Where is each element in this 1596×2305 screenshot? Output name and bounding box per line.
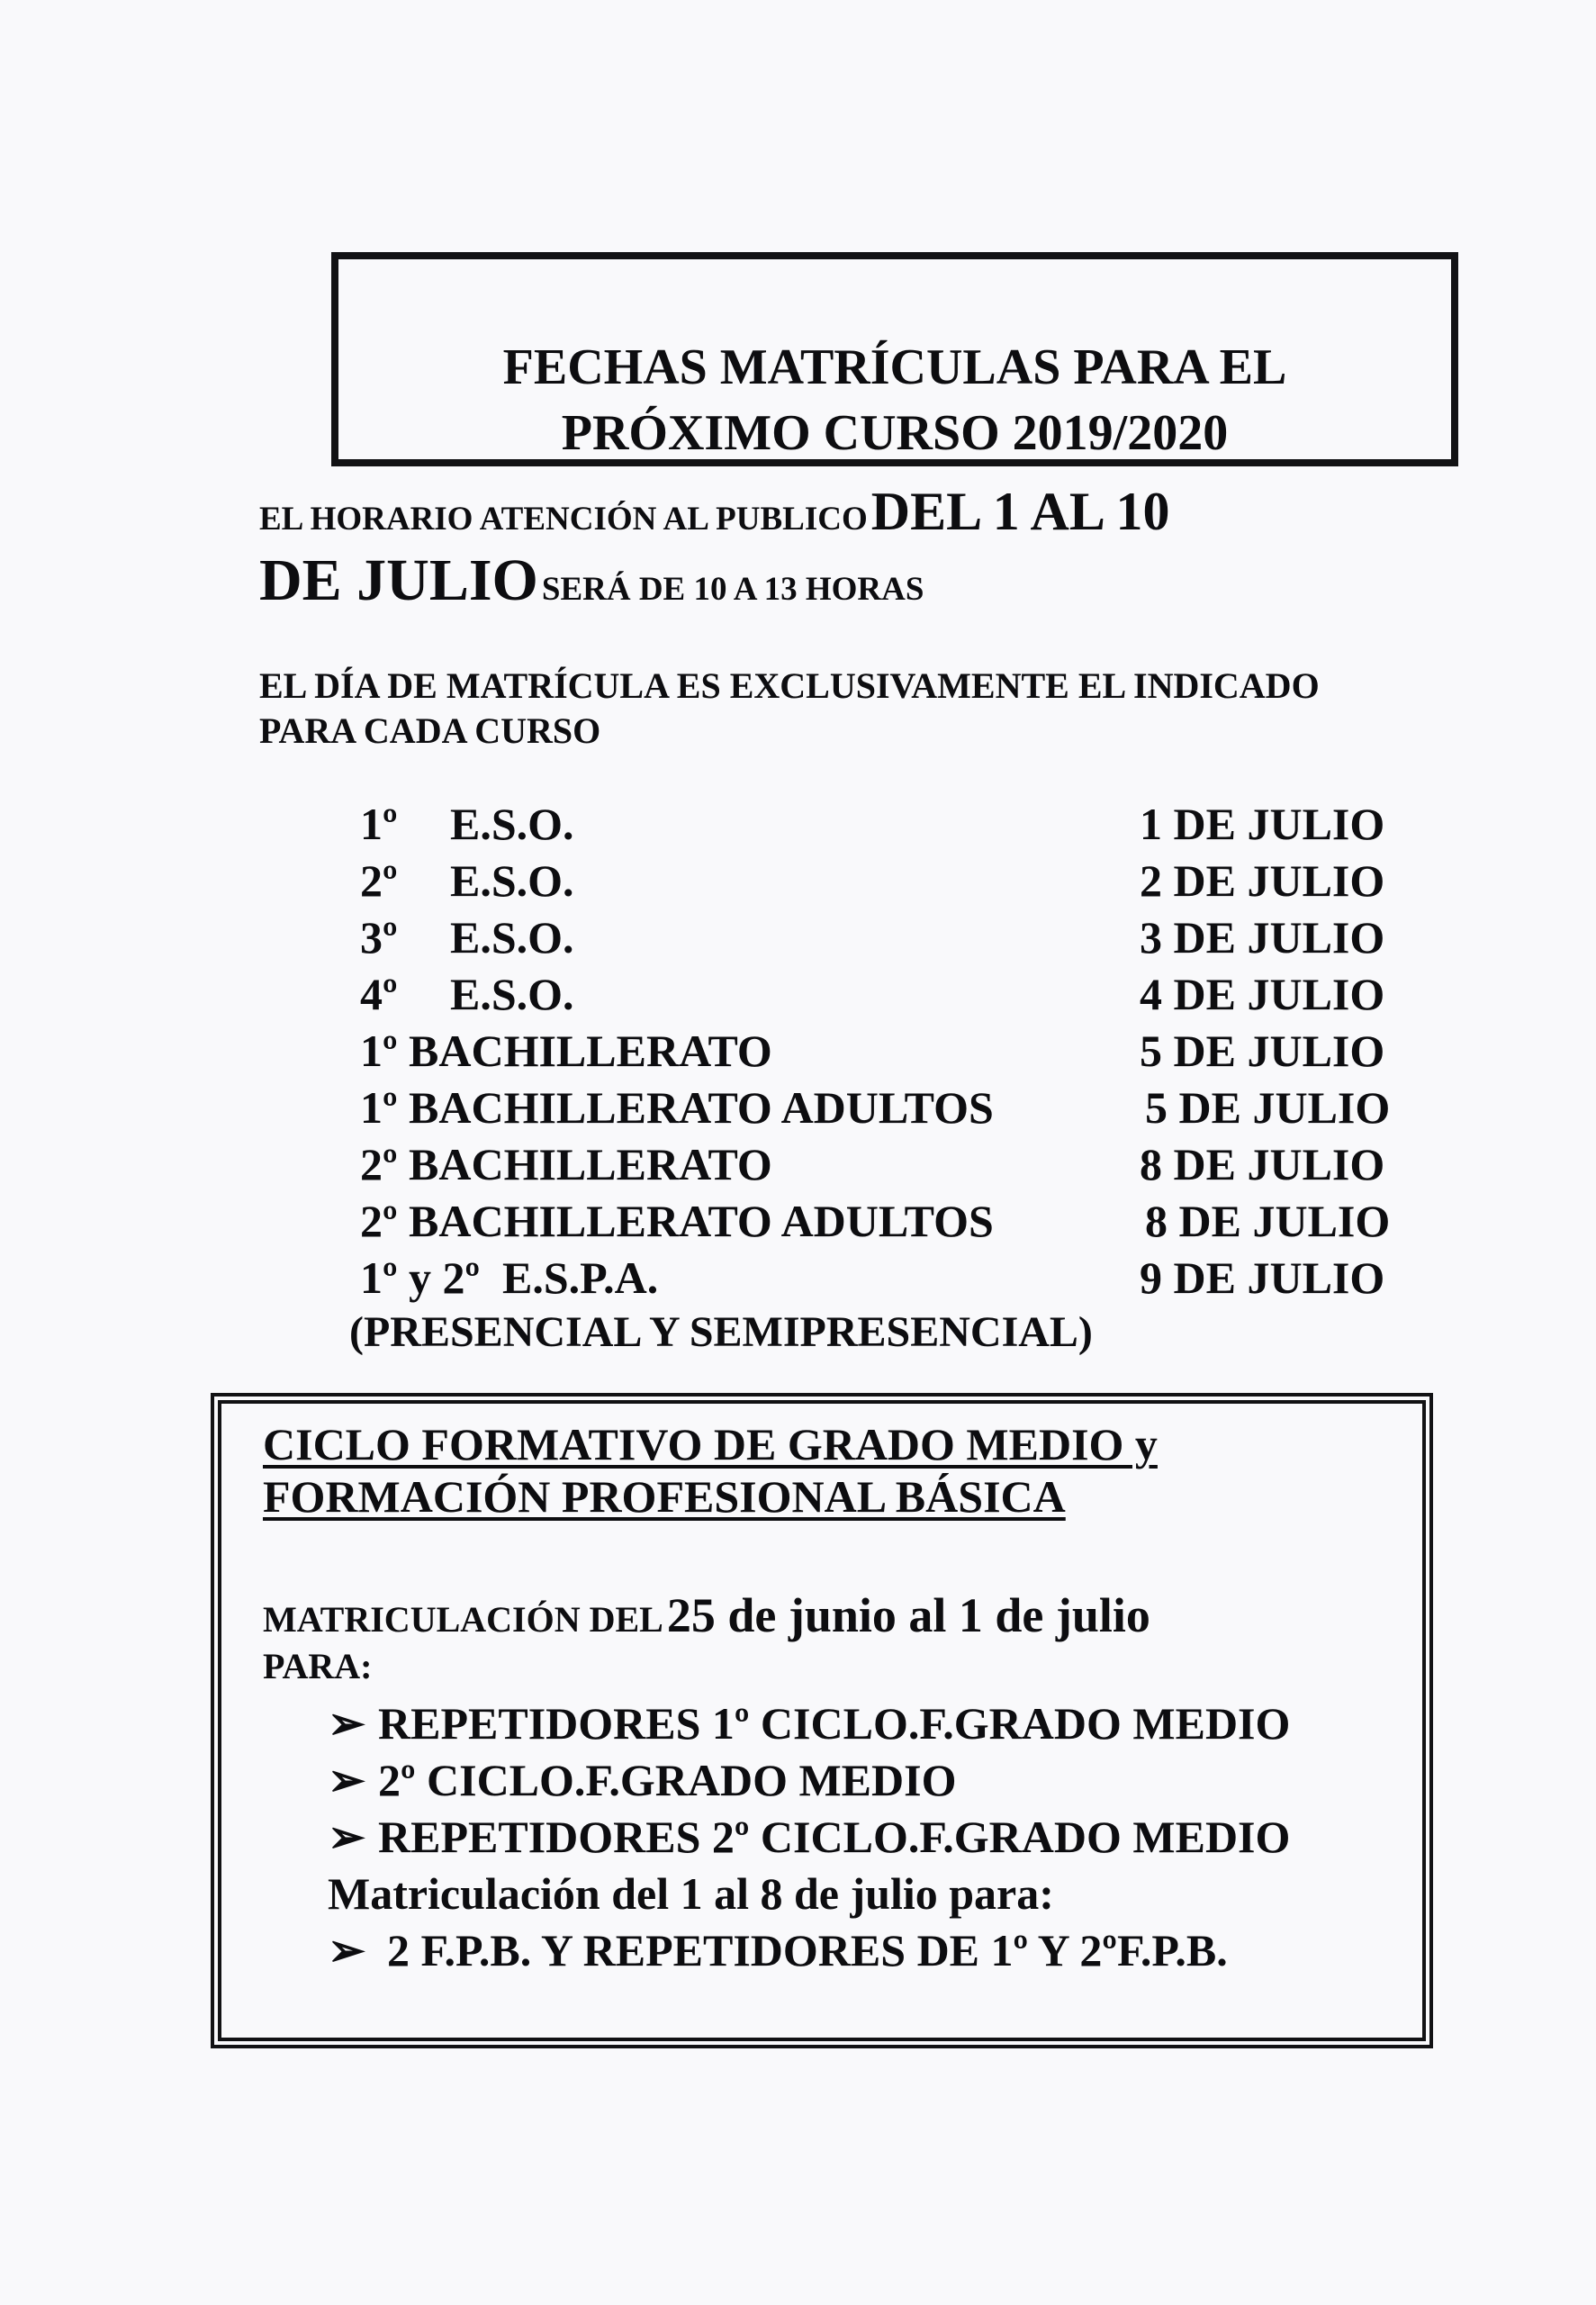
course-date-9: 9 DE JULIO <box>1140 1252 1385 1303</box>
course-name: E.S.P.A. <box>502 1252 659 1303</box>
bullet-item-3 <box>328 1812 1291 1862</box>
course-date-2: 2 DE JULIO <box>1140 855 1385 906</box>
course-name: E.S.O. <box>450 855 574 906</box>
course-name: E.S.O. <box>450 799 574 849</box>
ciclo-box <box>211 1393 1433 2048</box>
notice-line-1: EL DÍA DE MATRÍCULA ES EXCLUSIVAMENTE EL INDICADO <box>259 665 1320 706</box>
course-name: BACHILLERATO <box>409 1139 772 1189</box>
bullet-text: REPETIDORES 1º CICLO.F.GRADO MEDIO <box>378 1698 1291 1749</box>
course-row-7 <box>360 1139 772 1189</box>
notice-line-2: PARA CADA CURSO <box>259 710 601 751</box>
horario-suffix: SERÁ DE 10 A 13 HORAS <box>541 571 924 608</box>
course-name: E.S.O. <box>450 912 574 963</box>
espa-note: (PRESENCIAL Y SEMIPRESENCIAL) <box>349 1308 1093 1356</box>
bullet-item-2 <box>328 1755 957 1805</box>
course-row-9 <box>360 1252 659 1303</box>
course-ordinal: 2º <box>360 855 398 906</box>
title-line-1: FECHAS MATRÍCULAS PARA EL <box>502 339 1287 395</box>
course-ordinal: 4º <box>360 969 398 1019</box>
title-box <box>331 252 1458 466</box>
horario-line-1 <box>259 482 1170 541</box>
course-date-1: 1 DE JULIO <box>1140 799 1385 849</box>
course-row-2 <box>360 855 574 906</box>
bullet-text: 2º CICLO.F.GRADO MEDIO <box>378 1755 957 1805</box>
course-date-3: 3 DE JULIO <box>1140 912 1385 963</box>
bullet-text: 2 F.P.B. Y REPETIDORES DE 1º Y 2ºF.P.B. <box>387 1925 1228 1975</box>
course-row-4 <box>360 969 574 1019</box>
course-date-7: 8 DE JULIO <box>1140 1139 1385 1189</box>
title-line-2: PRÓXIMO CURSO 2019/2020 <box>561 405 1229 461</box>
course-ordinal: 1º <box>360 799 398 849</box>
bullet-text: REPETIDORES 2º CICLO.F.GRADO MEDIO <box>378 1812 1291 1862</box>
ciclo-heading-1: CICLO FORMATIVO DE GRADO MEDIO y <box>263 1419 1158 1469</box>
course-row-8 <box>360 1196 994 1246</box>
course-row-5 <box>360 1026 772 1076</box>
course-ordinal: 2º <box>360 1196 398 1246</box>
course-name: E.S.O. <box>450 969 574 1019</box>
course-name: BACHILLERATO ADULTOS <box>409 1196 994 1246</box>
horario-range-1: DEL 1 AL 10 <box>870 482 1170 541</box>
bullet-item-1 <box>328 1698 1291 1749</box>
horario-line-2 <box>259 547 924 613</box>
course-name: BACHILLERATO ADULTOS <box>409 1082 994 1133</box>
arrow-bullet-icon: ➢ <box>328 1698 365 1749</box>
course-row-3 <box>360 912 574 963</box>
course-ordinal: 2º <box>360 1139 398 1189</box>
course-date-8: 8 DE JULIO <box>1145 1196 1391 1246</box>
course-ordinal: 3º <box>360 912 398 963</box>
matric-dates: 25 de junio al 1 de julio <box>666 1588 1150 1642</box>
horario-prefix: EL HORARIO ATENCIÓN AL PUBLICO <box>259 501 868 538</box>
second-intro: Matriculación del 1 al 8 de julio para: <box>328 1868 1054 1919</box>
bullet-item-4 <box>328 1925 1228 1975</box>
ciclo-heading-2: FORMACIÓN PROFESIONAL BÁSICA <box>263 1471 1066 1522</box>
course-date-5: 5 DE JULIO <box>1140 1026 1385 1076</box>
course-row-6 <box>360 1082 994 1133</box>
arrow-bullet-icon: ➢ <box>328 1925 365 1975</box>
course-ordinal: 1º y 2º <box>360 1252 481 1303</box>
course-date-4: 4 DE JULIO <box>1140 969 1385 1019</box>
arrow-bullet-icon: ➢ <box>328 1755 365 1805</box>
matric-line <box>263 1588 1150 1642</box>
horario-range-2: DE JULIO <box>259 547 538 613</box>
matric-prefix: MATRICULACIÓN DEL <box>263 1599 663 1640</box>
course-ordinal: 1º <box>360 1026 398 1076</box>
course-date-6: 5 DE JULIO <box>1145 1082 1391 1133</box>
course-row-1 <box>360 799 574 849</box>
para-label: PARA: <box>263 1646 373 1686</box>
course-name: BACHILLERATO <box>409 1026 772 1076</box>
course-ordinal: 1º <box>360 1082 398 1133</box>
arrow-bullet-icon: ➢ <box>328 1812 365 1862</box>
